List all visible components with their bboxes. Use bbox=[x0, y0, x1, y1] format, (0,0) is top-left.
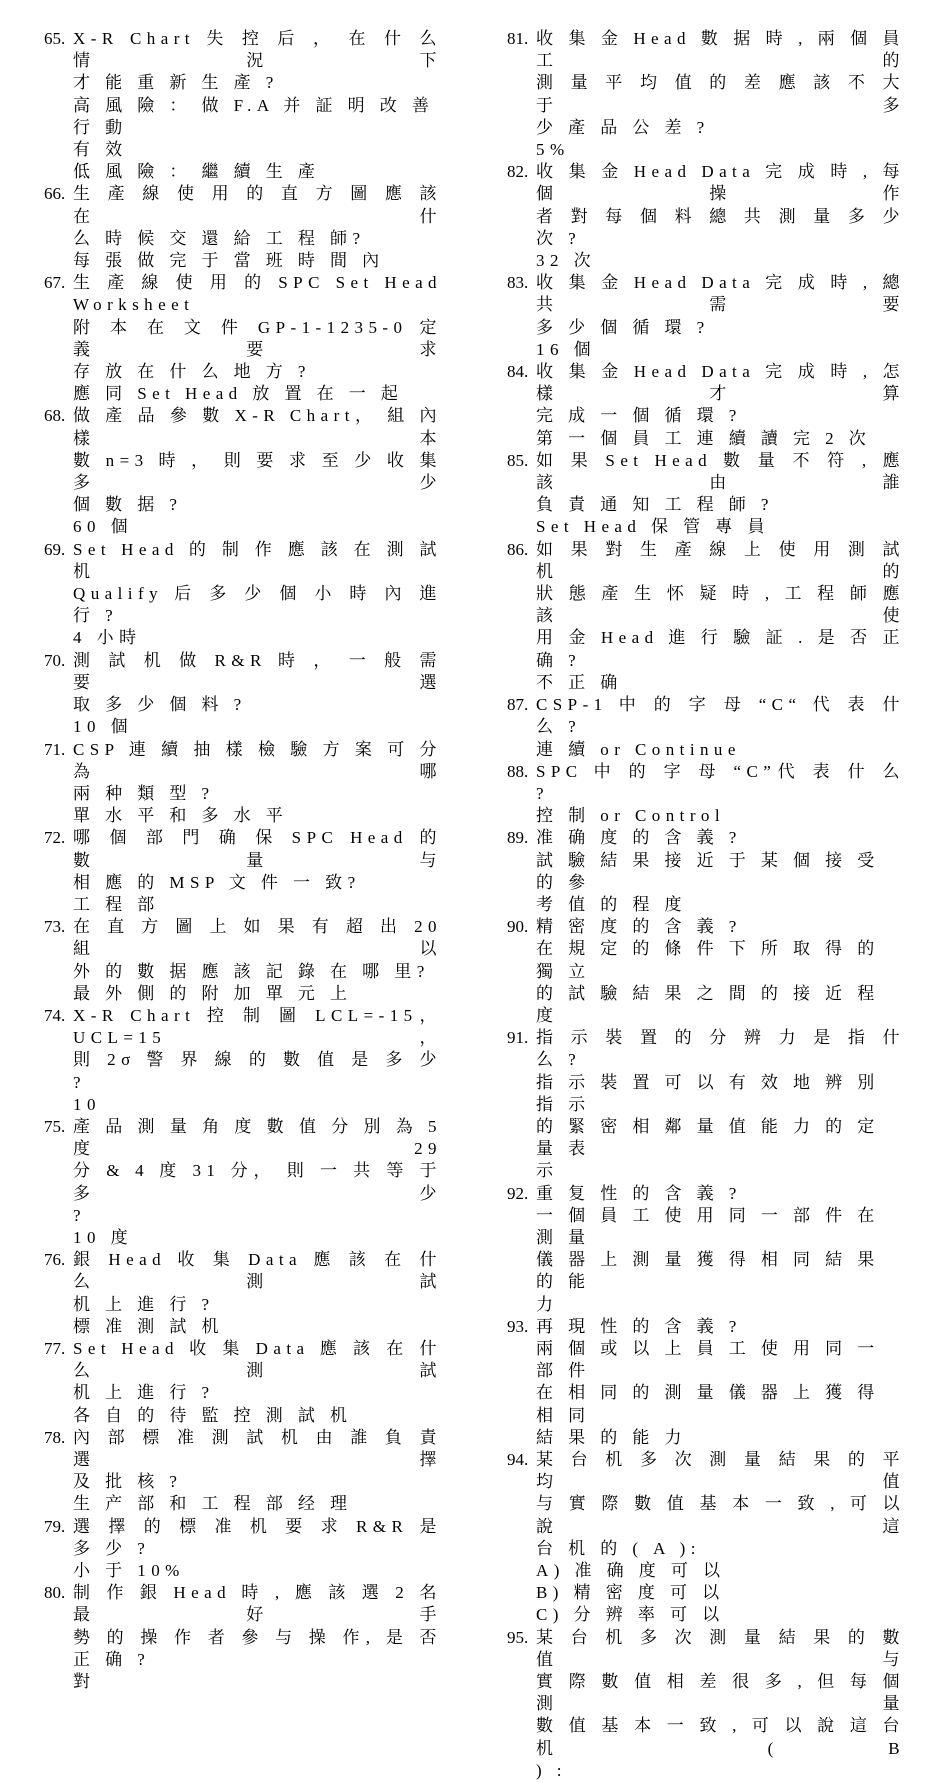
right-column bbox=[507, 28, 905, 1782]
answer-line: 每 張 做 完 于 當 班 時 間 內 bbox=[73, 251, 385, 271]
answer-line: 對 bbox=[73, 1672, 96, 1692]
question-item bbox=[44, 1582, 442, 1693]
question-line: 相 應 的 MSP 文 件 一 致? bbox=[73, 872, 361, 892]
answer-line: 力 bbox=[536, 1294, 559, 1314]
question-text bbox=[73, 1582, 442, 1671]
question-text bbox=[536, 539, 905, 672]
question-item bbox=[44, 1005, 442, 1116]
question-item bbox=[44, 1116, 442, 1249]
answer-line: 10 bbox=[73, 1094, 101, 1114]
question-item bbox=[507, 1449, 905, 1627]
question-number: 88. bbox=[507, 761, 529, 781]
answer-line: 各 自 的 待 監 控 測 試 机 bbox=[73, 1405, 353, 1425]
question-item bbox=[507, 916, 905, 1027]
question-line: 重 复 性 的 含 義 ? bbox=[536, 1183, 742, 1203]
question-line: 負 責 通 知 工 程 師 ? bbox=[536, 495, 774, 515]
question-line: 個 數 据 ? bbox=[73, 495, 183, 515]
question-line: 內 部 標 准 測 試 机 由 誰 負 責 選 擇 bbox=[73, 1427, 442, 1469]
question-number: 95. bbox=[507, 1627, 529, 1647]
question-line: 狀 態 產 生 怀 疑 時 , 工 程 師 應 該 使 bbox=[536, 584, 905, 626]
answer-line: 高 風 險 ： 做 F.A 并 証 明 改 善 行 動 bbox=[73, 95, 435, 137]
question-number: 89. bbox=[507, 828, 529, 848]
question-line: 多 少 個 循 環 ? bbox=[536, 317, 710, 337]
question-line: 兩 种 類 型 ? bbox=[73, 783, 215, 803]
question-item bbox=[44, 1516, 442, 1583]
question-line: 机 上 進 行 ? bbox=[73, 1294, 215, 1314]
answer-line: Set Head 保 管 專 員 bbox=[536, 517, 770, 537]
question-line: 生 產 線 使 用 的 直 方 圖 應 該 在 什 bbox=[73, 184, 442, 226]
question-text bbox=[536, 1449, 905, 1560]
question-line: 實 際 數 值 相 差 很 多 , 但 每 個 測 量 bbox=[536, 1672, 905, 1714]
question-line: 哪 個 部 門 确 保 SPC Head 的 數 量 与 bbox=[73, 828, 442, 870]
question-number: 81. bbox=[507, 29, 529, 48]
question-text bbox=[536, 1316, 905, 1338]
question-item bbox=[44, 1249, 442, 1338]
question-text bbox=[536, 161, 905, 250]
question-number: 83. bbox=[507, 273, 529, 293]
answer-line: 10 度 bbox=[73, 1227, 134, 1247]
question-item bbox=[507, 761, 905, 828]
question-item bbox=[507, 28, 905, 161]
answer-line: A) 准 确 度 可 以 bbox=[536, 1561, 726, 1581]
question-item bbox=[507, 694, 905, 761]
question-item bbox=[44, 827, 442, 916]
question-line: CSP 連 續 抽 樣 檢 驗 方 案 可 分 為 哪 bbox=[73, 739, 442, 781]
question-line: 少 產 品 公 差 ? bbox=[536, 117, 710, 137]
question-number: 79. bbox=[44, 1516, 66, 1536]
question-text bbox=[73, 739, 442, 806]
question-line: Set Head 收 集 Data 應 該 在 什 么 測 試 bbox=[73, 1338, 442, 1381]
question-item bbox=[44, 1427, 442, 1516]
question-line: 勢 的 操 作 者 參 与 操 作, 是 否 正 确 ? bbox=[73, 1627, 442, 1669]
question-number: 71. bbox=[44, 739, 66, 759]
answer-line: 5% bbox=[536, 140, 570, 160]
answer-line: 兩 個 或 以 上 員 工 使 用 同 一 部 件 bbox=[536, 1338, 880, 1381]
question-number: 73. bbox=[44, 917, 66, 937]
question-line: 再 現 性 的 含 義 ? bbox=[536, 1316, 742, 1336]
question-number: 67. bbox=[44, 273, 66, 293]
question-text bbox=[73, 1338, 442, 1405]
question-line: 外 的 數 据 應 該 記 錄 在 哪 里? bbox=[73, 961, 430, 981]
question-number: 90. bbox=[507, 917, 529, 937]
question-line: 制 作 銀 Head 時 , 應 該 選 2 名 最 好 手 bbox=[73, 1583, 442, 1625]
question-line: 者 對 每 個 料 總 共 測 量 多 少 次 ? bbox=[536, 206, 905, 248]
answer-line: 工 程 部 bbox=[73, 894, 160, 914]
question-line: 存 放 在 什 么 地 方 ? bbox=[73, 362, 311, 382]
question-line: X-R Chart 控 制 圖 LCL=-15， UCL=15， bbox=[73, 1005, 442, 1048]
question-number: 74. bbox=[44, 1005, 66, 1025]
question-item bbox=[44, 272, 442, 405]
question-text bbox=[73, 1516, 442, 1560]
question-line: 分 & 4 度 31 分， 則 一 共 等 于 多 少 bbox=[73, 1161, 442, 1203]
answer-line: 4 小時 bbox=[73, 628, 142, 648]
answer-line: 標 准 測 試 机 bbox=[73, 1316, 224, 1336]
question-item bbox=[507, 1027, 905, 1182]
question-number: 72. bbox=[44, 828, 66, 848]
question-line: 生 產 線 使 用 的 SPC Set Head Worksheet bbox=[73, 273, 442, 315]
question-text bbox=[536, 827, 905, 849]
question-line: 選 擇 的 標 准 机 要 求 R&R 是 多 少 ? bbox=[73, 1516, 442, 1558]
answer-line: C) 分 辨 率 可 以 bbox=[536, 1605, 725, 1625]
answer-line: 單 水 平 和 多 水 平 bbox=[73, 806, 289, 826]
answer-line: 小 于 10% bbox=[73, 1561, 185, 1581]
question-line: 某 台 机 多 次 測 量 結 果 的 數 值 与 bbox=[536, 1627, 905, 1669]
question-text bbox=[536, 916, 905, 938]
question-text bbox=[73, 1005, 442, 1094]
answer-line: 控 制 or Control bbox=[536, 806, 726, 826]
question-number: 94. bbox=[507, 1450, 529, 1469]
question-item bbox=[507, 450, 905, 539]
question-text bbox=[73, 539, 442, 628]
question-number: 91. bbox=[507, 1028, 529, 1048]
answer-line: 試 驗 結 果 接 近 于 某 個 接 受 的 參 bbox=[536, 850, 880, 892]
question-text bbox=[536, 361, 905, 428]
answer-line: 32 次 bbox=[536, 251, 597, 271]
question-text bbox=[73, 28, 442, 95]
question-line: CSP-1 中 的 字 母 “C“ 代 表 什 么 ? bbox=[536, 695, 905, 737]
question-item bbox=[44, 739, 442, 828]
question-line: 某 台 机 多 次 測 量 結 果 的 平 均 值 bbox=[536, 1450, 905, 1492]
question-line: 精 密 度 的 含 義 ? bbox=[536, 917, 742, 937]
question-number: 84. bbox=[507, 362, 529, 382]
question-line: Set Head 的 制 作 應 該 在 測 試 机 bbox=[73, 539, 442, 581]
question-line: 与 實 際 數 值 基 本 一 致 , 可 以 說 這 bbox=[536, 1494, 905, 1536]
question-item bbox=[507, 539, 905, 694]
answer-line: 的 緊 密 相 鄰 量 值 能 力 的 定 量 表 bbox=[536, 1116, 880, 1159]
question-item bbox=[44, 405, 442, 538]
question-text bbox=[73, 916, 442, 983]
question-line: 台 机 的 ( A ): bbox=[536, 1538, 701, 1558]
question-number: 82. bbox=[507, 162, 529, 182]
question-line: 才 能 重 新 生 產 ? bbox=[73, 73, 279, 93]
question-line: 及 批 核 ? bbox=[73, 1472, 183, 1492]
answer-line: 結 果 的 能 力 bbox=[536, 1427, 687, 1447]
question-item bbox=[507, 1627, 905, 1782]
answer-line: 一 個 員 工 使 用 同 一 部 件 在 測 量 bbox=[536, 1205, 880, 1247]
question-line: 產 品 測 量 角 度 數 值 分 別 為 5 度 29 bbox=[73, 1116, 442, 1159]
answer-line: 在 相 同 的 測 量 儀 器 上 獲 得 相 同 bbox=[536, 1383, 880, 1425]
question-line: X-R Chart 失 控 后 ， 在 什 么 情 況 下 bbox=[73, 29, 442, 71]
question-line: 附 本 在 文 件 GP-1-1235-0 定 義 要 求 bbox=[73, 317, 442, 359]
answer-line: 應 同 Set Head 放 置 在 一 起 bbox=[73, 384, 404, 404]
question-text bbox=[536, 1627, 905, 1782]
answer-line: B) 精 密 度 可 以 bbox=[536, 1583, 725, 1603]
question-line: 測 量 平 均 值 的 差 應 該 不 大 于 多 bbox=[536, 73, 905, 115]
question-line: 則 2σ 警 界 線 的 數 值 是 多 少 ? bbox=[73, 1050, 442, 1092]
answer-line: 指 示 裝 置 可 以 有 效 地 辨 別 指 示 bbox=[536, 1072, 880, 1114]
question-number: 65. bbox=[44, 29, 66, 48]
question-item bbox=[507, 361, 905, 450]
question-line: 用 金 Head 進 行 驗 証 . 是 否 正 确 ? bbox=[536, 628, 905, 670]
question-number: 70. bbox=[44, 650, 66, 670]
answer-line: 儀 器 上 測 量 獲 得 相 同 結 果 的 能 bbox=[536, 1250, 880, 1292]
question-text bbox=[536, 450, 905, 517]
question-item bbox=[44, 1338, 442, 1427]
question-item bbox=[507, 1183, 905, 1316]
answer-line: 生 产 部 和 工 程 部 经 理 bbox=[73, 1494, 353, 1514]
question-text bbox=[536, 761, 905, 805]
question-number: 80. bbox=[44, 1583, 66, 1603]
question-number: 77. bbox=[44, 1338, 66, 1358]
question-line: 數 n=3 時 ， 則 要 求 至 少 收 集 多 少 bbox=[73, 450, 442, 493]
answer-line: 低 風 險 ： 繼 續 生 產 bbox=[73, 162, 321, 182]
question-text bbox=[73, 650, 442, 717]
question-item bbox=[44, 183, 442, 272]
answer-line: 的 試 驗 結 果 之 間 的 接 近 程 度 bbox=[536, 983, 880, 1025]
question-item bbox=[44, 539, 442, 650]
answer-line: 16 個 bbox=[536, 339, 597, 359]
question-text bbox=[73, 272, 442, 383]
question-text bbox=[73, 1116, 442, 1227]
answer-line: 第 一 個 員 工 連 續 讀 完 2 次 bbox=[536, 428, 872, 448]
question-item bbox=[44, 28, 442, 183]
question-line: 測 試 机 做 R&R 時 ， 一 般 需 要 選 bbox=[73, 650, 442, 692]
question-text bbox=[73, 405, 442, 516]
question-line: 銀 Head 收 集 Data 應 該 在 什 么 測 試 bbox=[73, 1250, 442, 1292]
question-text bbox=[73, 1249, 442, 1316]
left-column bbox=[44, 28, 442, 1693]
question-number: 85. bbox=[507, 450, 529, 470]
question-item bbox=[507, 272, 905, 361]
question-line: 如 果 Set Head 數 量 不 符 , 應 該 由 誰 bbox=[536, 450, 905, 493]
question-line: 收 集 金 Head 數 据 時 , 兩 個 員 工 的 bbox=[536, 29, 905, 71]
question-line: 准 确 度 的 含 義 ? bbox=[536, 828, 742, 848]
question-line: 如 果 對 生 產 線 上 使 用 測 試 机 的 bbox=[536, 539, 905, 581]
question-line: 收 集 金 Head Data 完 成 時 , 每 個 操 作 bbox=[536, 162, 905, 204]
answer-line: 最 外 側 的 附 加 單 元 上 bbox=[73, 983, 353, 1003]
question-text bbox=[536, 272, 905, 339]
question-text bbox=[73, 827, 442, 894]
answer-line: 連 續 or Continue bbox=[536, 739, 741, 759]
question-number: 76. bbox=[44, 1250, 66, 1270]
question-line: 做 產 品 參 數 X-R Chart， 組 內 樣 本 bbox=[73, 406, 442, 448]
question-text bbox=[536, 28, 905, 139]
answer-line: 示 bbox=[536, 1161, 559, 1181]
question-number: 66. bbox=[44, 184, 66, 204]
question-item bbox=[44, 916, 442, 1005]
answer-line: 60 個 bbox=[73, 517, 134, 537]
question-line: ? bbox=[73, 1205, 86, 1225]
answer-line: 考 值 的 程 度 bbox=[536, 894, 687, 914]
question-line: 收 集 金 Head Data 完 成 時 , 怎 樣 才 算 bbox=[536, 362, 905, 404]
question-number: 93. bbox=[507, 1316, 529, 1336]
question-text bbox=[536, 1183, 905, 1205]
question-item bbox=[507, 1316, 905, 1449]
question-item bbox=[507, 827, 905, 916]
question-number: 92. bbox=[507, 1183, 529, 1203]
question-number: 86. bbox=[507, 539, 529, 559]
answer-line: 不 正 确 bbox=[536, 672, 623, 692]
question-line: ) : bbox=[536, 1760, 567, 1780]
question-number: 69. bbox=[44, 539, 66, 559]
answer-line: 有 效 bbox=[73, 140, 128, 160]
question-item bbox=[44, 650, 442, 739]
question-line: SPC 中 的 字 母 “C”代 表 什 么 ? bbox=[536, 761, 905, 803]
question-number: 75. bbox=[44, 1116, 66, 1136]
question-line: 收 集 金 Head Data 完 成 時 , 總 共 需 要 bbox=[536, 273, 905, 315]
question-line: 指 示 裝 置 的 分 辨 力 是 指 什 么 ? bbox=[536, 1028, 905, 1070]
question-text bbox=[536, 694, 905, 738]
question-line: 取 多 少 個 料 ? bbox=[73, 695, 247, 715]
question-line: 机 上 進 行 ? bbox=[73, 1383, 215, 1403]
question-line: 數 值 基 本 一 致 , 可 以 說 這 台 机 ( B bbox=[536, 1716, 905, 1758]
question-number: 78. bbox=[44, 1427, 66, 1447]
question-line: 在 直 方 圖 上 如 果 有 超 出 20 組 以 bbox=[73, 917, 442, 959]
question-text bbox=[536, 1027, 905, 1071]
question-number: 68. bbox=[44, 406, 66, 426]
question-item bbox=[507, 161, 905, 272]
question-text bbox=[73, 1427, 442, 1494]
question-line: 么 時 候 交 還 給 工 程 師? bbox=[73, 228, 366, 248]
answer-line: 10 個 bbox=[73, 717, 134, 737]
question-text bbox=[73, 183, 442, 250]
answer-line: 在 規 定 的 條 件 下 所 取 得 的 獨 立 bbox=[536, 939, 880, 981]
question-line: Qualify 后 多 少 個 小 時 內 進 行 ? bbox=[73, 584, 442, 626]
question-line: 完 成 一 個 循 環 ? bbox=[536, 406, 742, 426]
question-number: 87. bbox=[507, 695, 529, 715]
